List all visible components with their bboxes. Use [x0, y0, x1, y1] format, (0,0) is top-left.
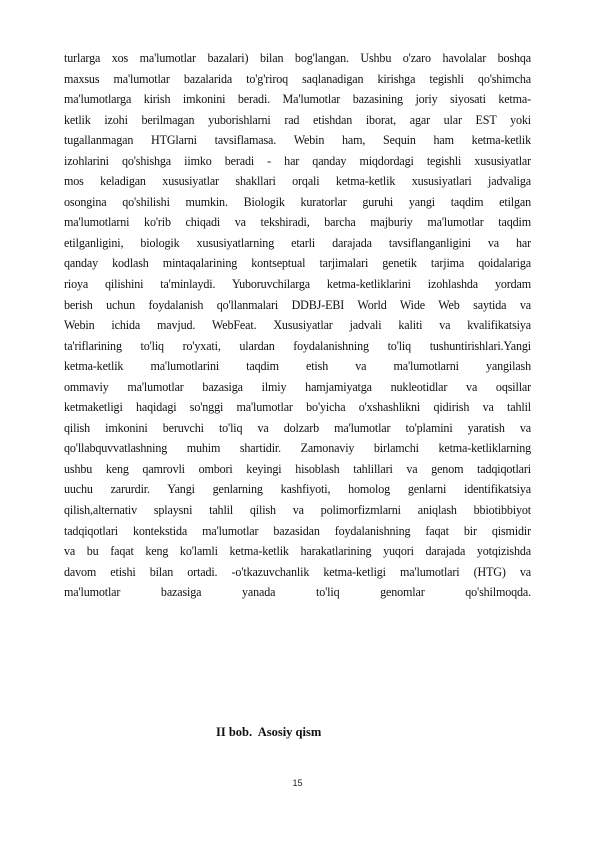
text-line: tugallanmagan HTGlarni tavsiflamasa. Webin ham, Sequin ham ketma-ketlik — [64, 133, 531, 148]
text-line: ma'lumotlarni ko'rib chiqadi va tekshiradi, barcha majburiy ma'lumotlar taqdim — [64, 215, 531, 230]
text-line: rioya qilishini ta'minlaydi. Yuboruvchilarga ketma-ketliklarini izohlashda yordam — [64, 277, 531, 292]
text-line: ma'lumotlarga kirish imkonini beradi. Ma'lumotlar bazasining joriy siyosati ketma- — [64, 92, 531, 107]
text-line: ketmaketligi haqidagi so'nggi ma'lumotlar bo'yicha o'xshashlikni qidirish va tahlil — [64, 400, 531, 415]
text-line: izohlarini qo'shishga iimko beradi - har qanday miqdordagi tegishli xususiyatlar — [64, 153, 531, 168]
text-line: ta'riflarining to'liq ro'yxati, ulardan foydalanishning to'liq tushuntirishlari.Yangi — [64, 338, 531, 353]
text-line: Webin ichida mavjud. WebFeat. Xususiyatlar jadvali kaliti va kvalifikatsiya — [64, 318, 531, 333]
text-line: osongina qo'shilishi mumkin. Biologik kuratorlar guruhi yangi taqdim etilgan — [64, 194, 531, 209]
text-line: va bu faqat keng ko'lamli ketma-ketlik harakatlarining yuqori darajada yotqizishda — [64, 544, 531, 559]
text-line: uuchu zarurdir. Yangi genlarning kashfiyoti, homolog genlarni identifikatsiya — [64, 482, 531, 497]
text-line: etilganligini, biologik xususiyatlarning etarli darajada tavsiflanganligini va har — [64, 235, 531, 250]
page-number: 15 — [292, 778, 303, 788]
text-line: qo'llabquvvatlashning muhim shartidir. Zamonaviy birlamchi ketma-ketliklarning — [64, 441, 531, 456]
text-line: ma'lumotlar bazasiga yanada to'liq genomlar qo'shilmoqda. — [64, 585, 531, 600]
text-line: qilish,alternativ splaysni tahlil qilish va polimorfizmlarni aniqlash bbiotibbiyot — [64, 503, 531, 518]
text-line: maxsus ma'lumotlar bazalarida to'g'riroq saqlanadigan kirishga tegishli qo'shimcha — [64, 71, 531, 86]
text-line: mos keladigan xususiyatlar shakllari orqali ketma-ketlik xususiyatlari jadvaliga — [64, 174, 531, 189]
text-line: qilish imkonini beruvchi to'liq va dolzarb ma'lumotlar to'plamini yaratish va — [64, 420, 531, 435]
text-line: tadqiqotlari kontekstida ma'lumotlar bazasidan foydalanishning faqat bir qismidir — [64, 523, 531, 538]
text-line: berish uchun foydalanish qo'llanmalari DDBJ-EBI World Wide Web saytida va — [64, 297, 531, 312]
text-line: davom etishi bilan ortadi. -o'tkazuvchanlik ketma-ketligi ma'lumotlari (HTG) va — [64, 564, 531, 579]
text-line: ketma-ketlik ma'lumotlarini taqdim etish va ma'lumotlarni yangilash — [64, 359, 531, 374]
text-line: turlarga xos ma'lumotlar bazalari) bilan bog'langan. Ushbu o'zaro havolalar boshqa — [64, 51, 531, 65]
body-paragraph — [64, 48, 531, 603]
text-line: ommaviy ma'lumotlar bazasiga ilmiy hamjamiyatga nukleotidlar va oqsillar — [64, 379, 531, 394]
text-line: qanday kodlash mintaqalarining kontseptual tarjimalari genetik tarjima qoidalariga — [64, 256, 531, 271]
text-line: ketlik izohi berilmagan yuborishlarni rad etishdan iborat, agar ular EST yoki — [64, 112, 531, 127]
text-line: ushbu keng qamrovli ombori keyingi hisoblash tahlillari va genom tadqiqotlari — [64, 461, 531, 476]
chapter-heading: II bob. Asosiy qism — [216, 725, 322, 739]
